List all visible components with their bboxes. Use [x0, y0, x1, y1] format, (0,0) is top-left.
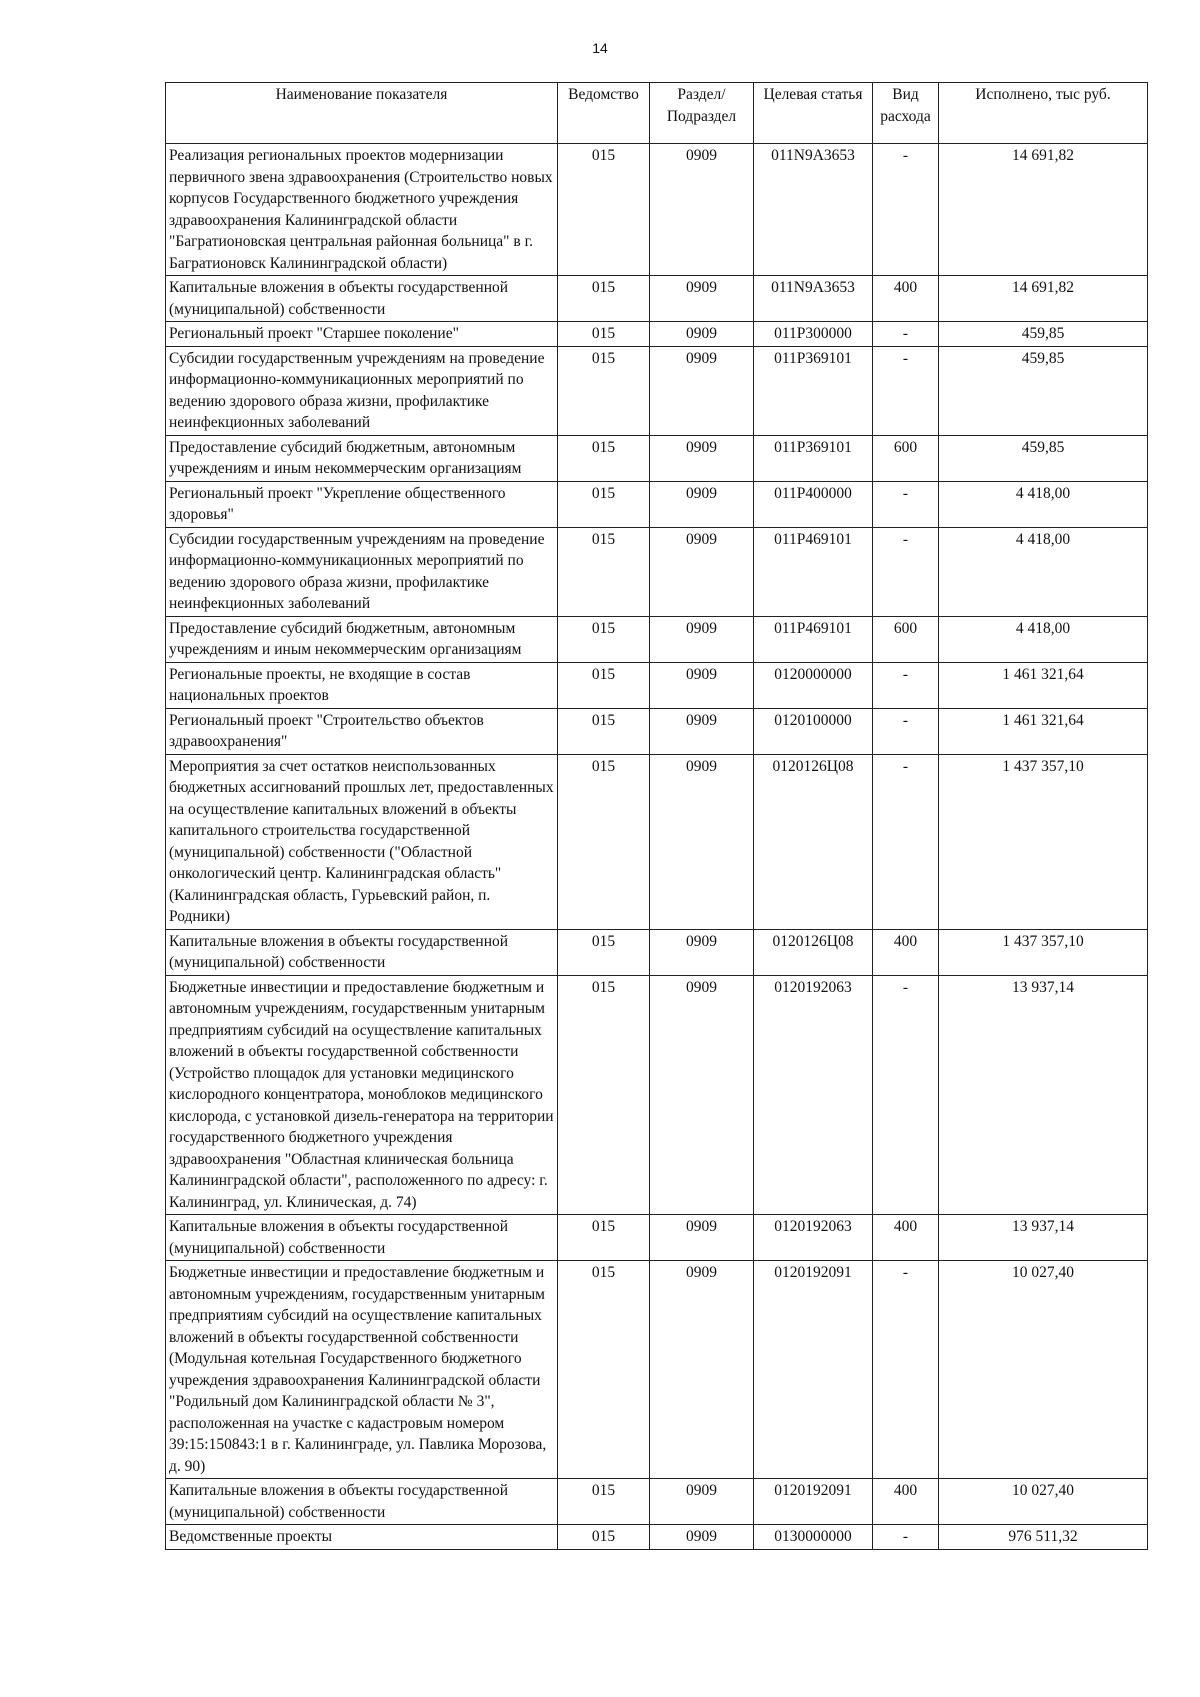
- cell-expense-type: 400: [873, 1479, 939, 1525]
- cell-expense-type: -: [873, 144, 939, 276]
- table-row: [166, 1479, 1148, 1525]
- cell-department: 015: [558, 662, 650, 708]
- table-row: [166, 346, 1148, 435]
- cell-executed-amount: 13 937,14: [939, 975, 1148, 1215]
- cell-indicator-name: Реализация региональных проектов модернизации первичного звена здравоохранения (Строительство новых корпусов Государственного бюджетного учреждения здравоохранения Калининградской области "Багратионовская центральная районная больница" в г. Багратионовск Калининградской области): [166, 144, 558, 276]
- cell-expense-type: 400: [873, 1215, 939, 1261]
- cell-department: 015: [558, 1261, 650, 1479]
- cell-expense-type: -: [873, 527, 939, 616]
- cell-department: 015: [558, 527, 650, 616]
- cell-section: 0909: [650, 929, 754, 975]
- cell-section: 0909: [650, 1215, 754, 1261]
- cell-section: 0909: [650, 527, 754, 616]
- table-row: [166, 662, 1148, 708]
- cell-target-article: 011P469101: [754, 527, 873, 616]
- cell-target-article: 011P400000: [754, 481, 873, 527]
- table-row: [166, 322, 1148, 347]
- cell-department: 015: [558, 346, 650, 435]
- cell-target-article: 011N9A3653: [754, 144, 873, 276]
- cell-indicator-name: Мероприятия за счет остатков неиспользованных бюджетных ассигнований прошлых лет, предоставленных на осуществление капитальных вложений в объекты капитального строительства государственной (муниципальной) собственности ("Областной онкологический центр. Калининградская область" (Калининградская область, Гурьевский район, п. Родники): [166, 754, 558, 929]
- cell-executed-amount: 976 511,32: [939, 1525, 1148, 1550]
- cell-indicator-name: Региональный проект "Укрепление общественного здоровья": [166, 481, 558, 527]
- table-row: [166, 481, 1148, 527]
- cell-target-article: 011P369101: [754, 435, 873, 481]
- cell-target-article: 011P300000: [754, 322, 873, 347]
- cell-executed-amount: 1 461 321,64: [939, 708, 1148, 754]
- cell-expense-type: 400: [873, 929, 939, 975]
- cell-section: 0909: [650, 1479, 754, 1525]
- cell-expense-type: -: [873, 975, 939, 1215]
- cell-section: 0909: [650, 1261, 754, 1479]
- cell-executed-amount: 13 937,14: [939, 1215, 1148, 1261]
- table-row: [166, 929, 1148, 975]
- table-row: [166, 708, 1148, 754]
- cell-expense-type: -: [873, 708, 939, 754]
- cell-section: 0909: [650, 975, 754, 1215]
- cell-indicator-name: Ведомственные проекты: [166, 1525, 558, 1550]
- header-executed-amount: Исполнено, тыс руб.: [939, 83, 1148, 144]
- cell-expense-type: -: [873, 346, 939, 435]
- cell-target-article: 011N9A3653: [754, 276, 873, 322]
- cell-expense-type: -: [873, 662, 939, 708]
- cell-indicator-name: Региональный проект "Строительство объектов здравоохранения": [166, 708, 558, 754]
- page-number: 14: [592, 40, 608, 56]
- cell-department: 015: [558, 1215, 650, 1261]
- cell-department: 015: [558, 276, 650, 322]
- cell-indicator-name: Предоставление субсидий бюджетным, автономным учреждениям и иным некоммерческим организациям: [166, 616, 558, 662]
- cell-target-article: 0120192063: [754, 975, 873, 1215]
- table-row: [166, 527, 1148, 616]
- cell-indicator-name: Бюджетные инвестиции и предоставление бюджетным и автономным учреждениям, государственным унитарным предприятиям субсидий на осуществление капитальных вложений в объекты государственной собственности (Устройство площадок для установки медицинского кислородного концентратора, моноблоков медицинского кислорода, с установкой дизель-генератора на территории государственного бюджетного учреждения здравоохранения "Областная клиническая больница Калининградской области", расположенного по адресу: г. Калининград, ул. Клиническая, д. 74): [166, 975, 558, 1215]
- cell-executed-amount: 459,85: [939, 346, 1148, 435]
- cell-executed-amount: 10 027,40: [939, 1261, 1148, 1479]
- cell-section: 0909: [650, 435, 754, 481]
- cell-department: 015: [558, 929, 650, 975]
- header-section: Раздел/ Подраздел: [650, 83, 754, 144]
- cell-section: 0909: [650, 346, 754, 435]
- cell-executed-amount: 4 418,00: [939, 527, 1148, 616]
- table-row: [166, 1261, 1148, 1479]
- cell-executed-amount: 459,85: [939, 322, 1148, 347]
- cell-expense-type: 600: [873, 616, 939, 662]
- cell-expense-type: -: [873, 1525, 939, 1550]
- cell-executed-amount: 14 691,82: [939, 144, 1148, 276]
- cell-indicator-name: Капитальные вложения в объекты государственной (муниципальной) собственности: [166, 1215, 558, 1261]
- cell-section: 0909: [650, 616, 754, 662]
- cell-indicator-name: Субсидии государственным учреждениям на проведение информационно-коммуникационных мероприятий по ведению здорового образа жизни, профилактике неинфекционных заболеваний: [166, 346, 558, 435]
- cell-executed-amount: 1 437 357,10: [939, 929, 1148, 975]
- cell-section: 0909: [650, 708, 754, 754]
- cell-expense-type: -: [873, 754, 939, 929]
- cell-target-article: 0120192063: [754, 1215, 873, 1261]
- header-indicator-name: Наименование показателя: [166, 83, 558, 144]
- cell-department: 015: [558, 975, 650, 1215]
- cell-section: 0909: [650, 276, 754, 322]
- table-header-row: [166, 83, 1148, 144]
- cell-target-article: 0120126Ц08: [754, 929, 873, 975]
- cell-expense-type: 600: [873, 435, 939, 481]
- table-row: [166, 276, 1148, 322]
- cell-indicator-name: Региональные проекты, не входящие в состав национальных проектов: [166, 662, 558, 708]
- cell-indicator-name: Капитальные вложения в объекты государственной (муниципальной) собственности: [166, 276, 558, 322]
- cell-target-article: 0120192091: [754, 1261, 873, 1479]
- cell-section: 0909: [650, 481, 754, 527]
- cell-section: 0909: [650, 1525, 754, 1550]
- cell-target-article: 0120192091: [754, 1479, 873, 1525]
- table-body: [166, 144, 1148, 1550]
- header-target-article: Целевая статья: [754, 83, 873, 144]
- cell-department: 015: [558, 144, 650, 276]
- cell-expense-type: -: [873, 1261, 939, 1479]
- cell-department: 015: [558, 435, 650, 481]
- cell-expense-type: 400: [873, 276, 939, 322]
- cell-executed-amount: 10 027,40: [939, 1479, 1148, 1525]
- cell-department: 015: [558, 1525, 650, 1550]
- cell-indicator-name: Субсидии государственным учреждениям на проведение информационно-коммуникационных мероприятий по ведению здорового образа жизни, профилактике неинфекционных заболеваний: [166, 527, 558, 616]
- table-row: [166, 435, 1148, 481]
- cell-expense-type: -: [873, 322, 939, 347]
- header-department: Ведомство: [558, 83, 650, 144]
- cell-expense-type: -: [873, 481, 939, 527]
- table-row: [166, 754, 1148, 929]
- cell-department: 015: [558, 708, 650, 754]
- cell-target-article: 0130000000: [754, 1525, 873, 1550]
- table-row: [166, 975, 1148, 1215]
- cell-department: 015: [558, 754, 650, 929]
- cell-executed-amount: 4 418,00: [939, 616, 1148, 662]
- cell-department: 015: [558, 322, 650, 347]
- cell-executed-amount: 4 418,00: [939, 481, 1148, 527]
- cell-target-article: 0120126Ц08: [754, 754, 873, 929]
- cell-target-article: 011P369101: [754, 346, 873, 435]
- table-row: [166, 144, 1148, 276]
- cell-executed-amount: 1 461 321,64: [939, 662, 1148, 708]
- cell-section: 0909: [650, 662, 754, 708]
- cell-executed-amount: 14 691,82: [939, 276, 1148, 322]
- cell-target-article: 0120000000: [754, 662, 873, 708]
- header-expense-type: Вид расхода: [873, 83, 939, 144]
- cell-section: 0909: [650, 144, 754, 276]
- expenditure-table: [165, 82, 1148, 1550]
- cell-section: 0909: [650, 322, 754, 347]
- cell-indicator-name: Региональный проект "Старшее поколение": [166, 322, 558, 347]
- cell-department: 015: [558, 1479, 650, 1525]
- cell-indicator-name: Капитальные вложения в объекты государственной (муниципальной) собственности: [166, 929, 558, 975]
- cell-department: 015: [558, 481, 650, 527]
- cell-section: 0909: [650, 754, 754, 929]
- table-row: [166, 1525, 1148, 1550]
- cell-executed-amount: 459,85: [939, 435, 1148, 481]
- cell-indicator-name: Предоставление субсидий бюджетным, автономным учреждениям и иным некоммерческим организациям: [166, 435, 558, 481]
- cell-indicator-name: Капитальные вложения в объекты государственной (муниципальной) собственности: [166, 1479, 558, 1525]
- cell-executed-amount: 1 437 357,10: [939, 754, 1148, 929]
- cell-target-article: 011P469101: [754, 616, 873, 662]
- cell-indicator-name: Бюджетные инвестиции и предоставление бюджетным и автономным учреждениям, государственным унитарным предприятиям субсидий на осуществление капитальных вложений в объекты государственной собственности (Модульная котельная Государственного бюджетного учреждения здравоохранения Калининградской области "Родильный дом Калининградской области № 3", расположенная на участке с кадастровым номером 39:15:150843:1 в г. Калининграде, ул. Павлика Морозова, д. 90): [166, 1261, 558, 1479]
- table-row: [166, 1215, 1148, 1261]
- cell-department: 015: [558, 616, 650, 662]
- table-row: [166, 616, 1148, 662]
- cell-target-article: 0120100000: [754, 708, 873, 754]
